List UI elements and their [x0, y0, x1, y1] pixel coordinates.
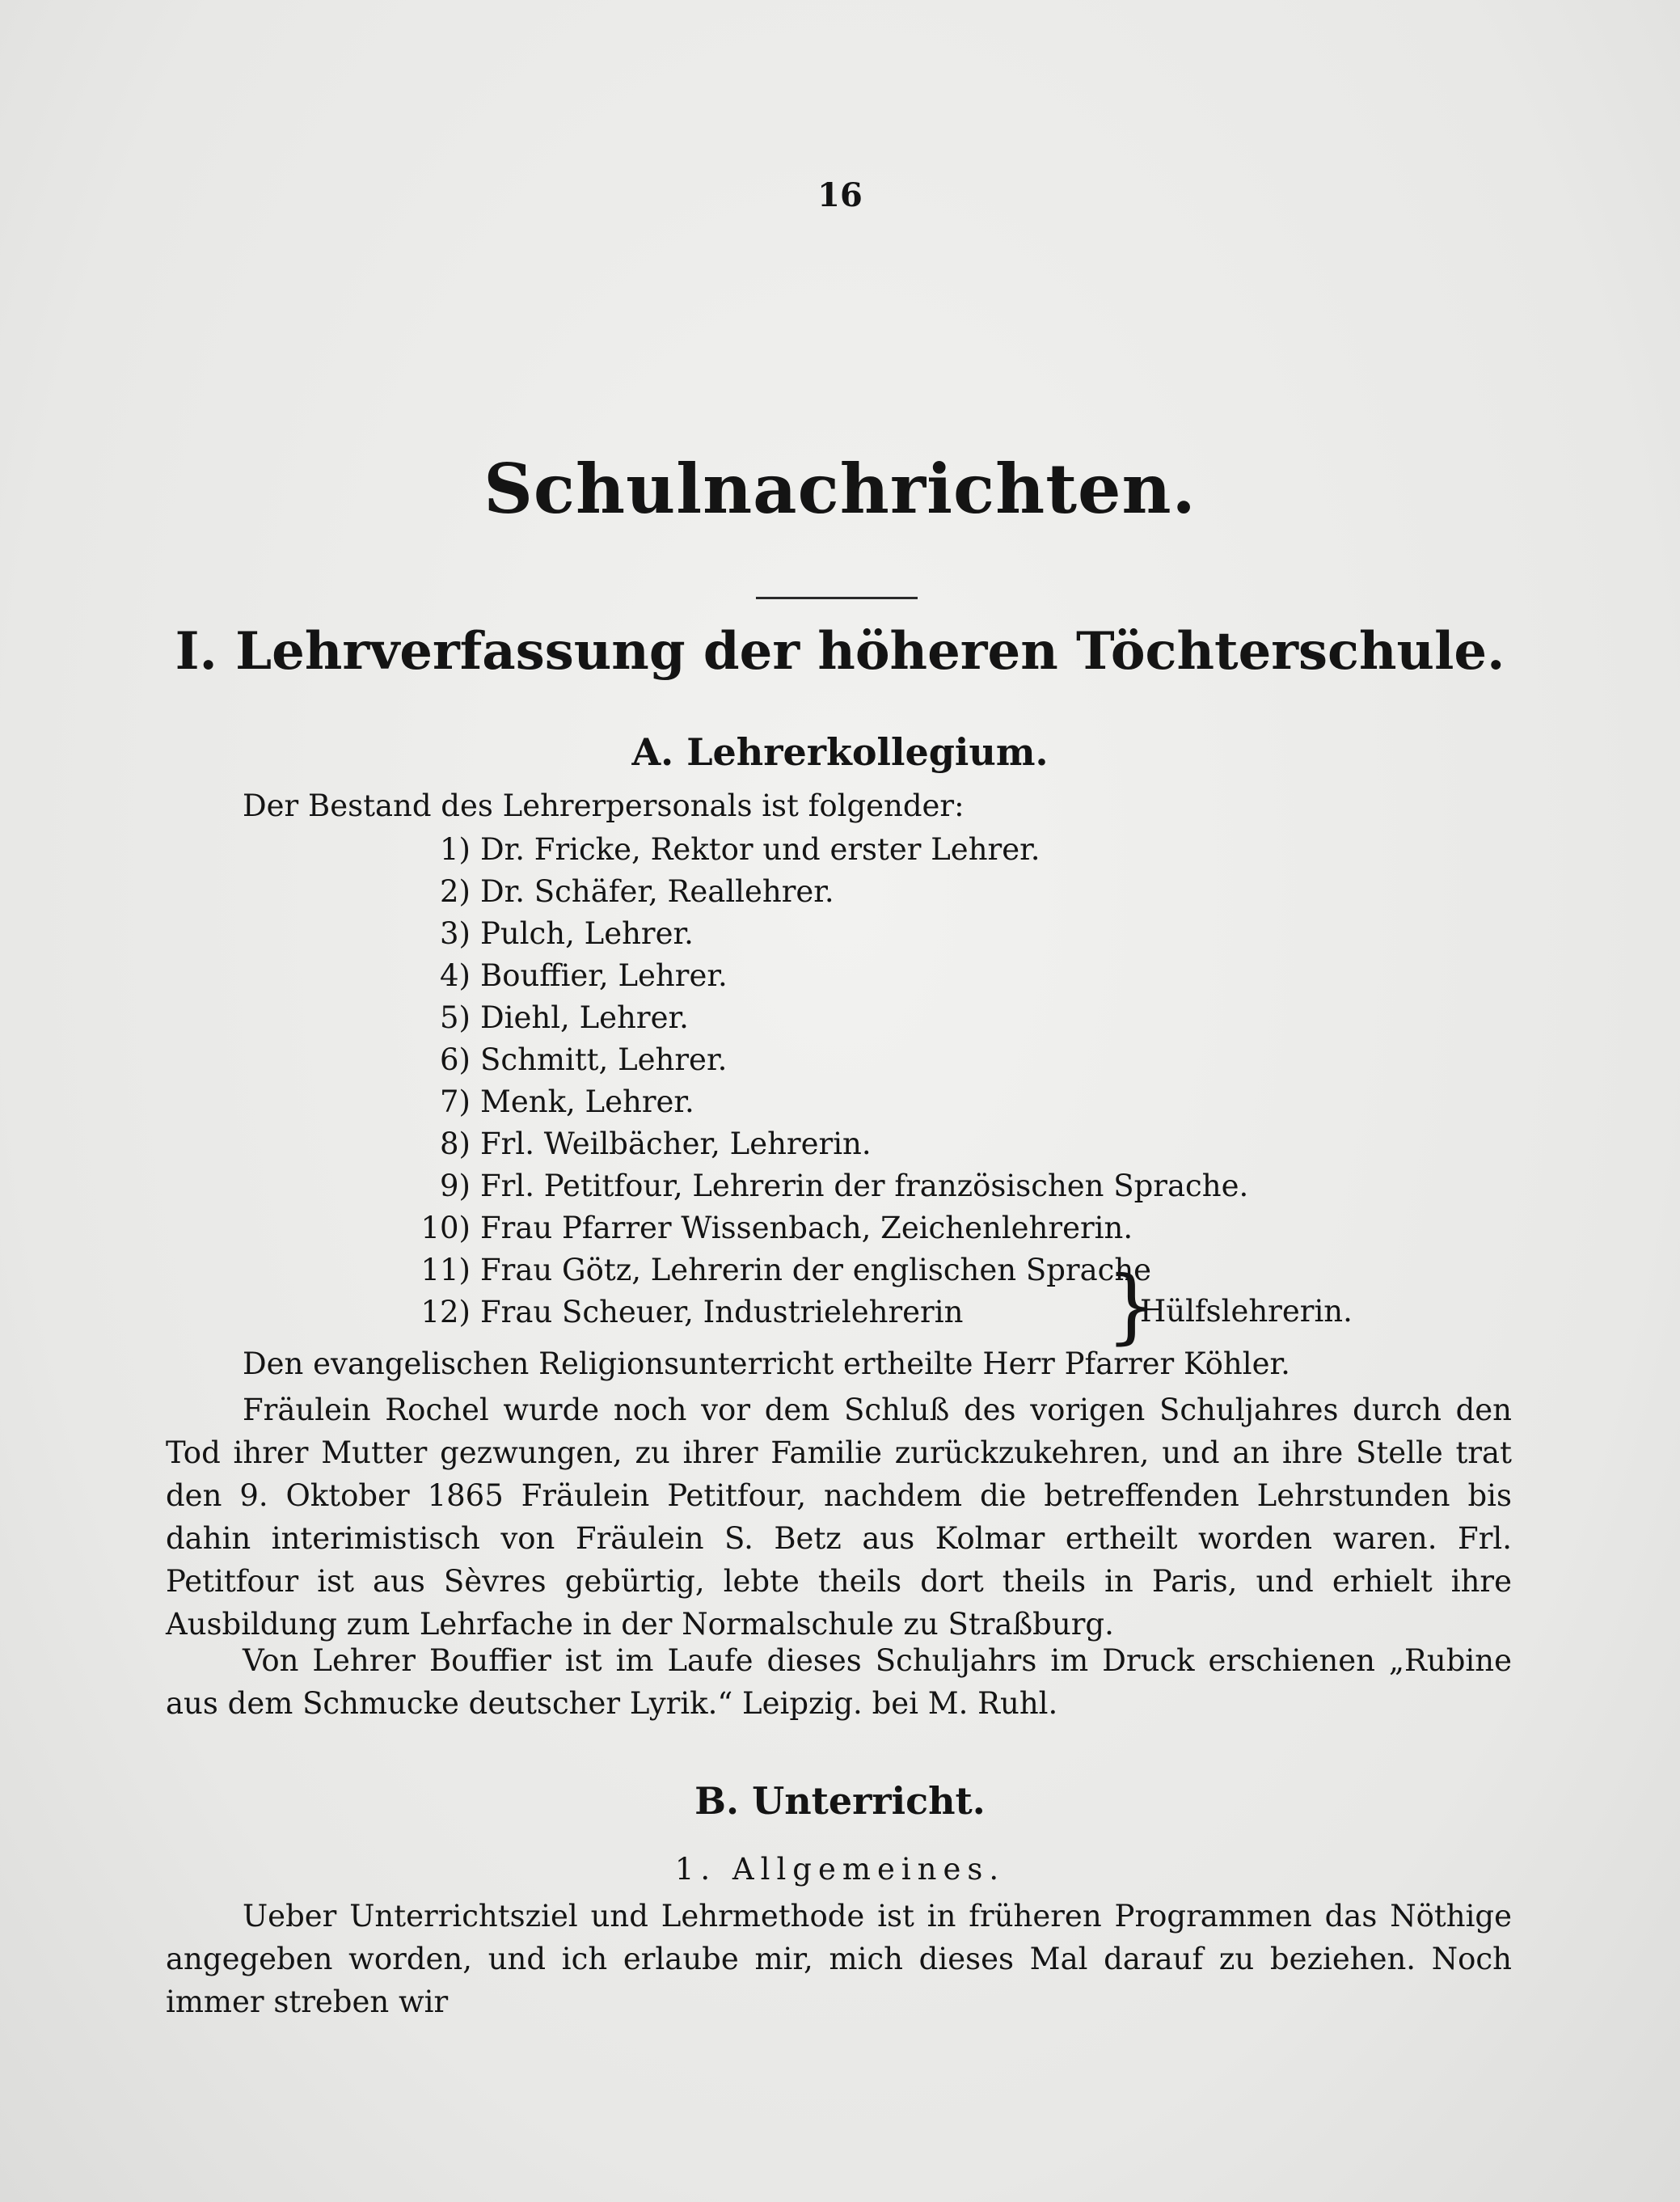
list-item: 8) Frl. Weilbächer, Lehrerin.	[440, 1126, 872, 1161]
title-divider	[756, 597, 918, 599]
list-item: 10) Frau Pfarrer Wissenbach, Zeichenlehrerin.	[420, 1211, 1133, 1245]
list-item: 11) Frau Götz, Lehrerin der englischen Sprache	[420, 1253, 1152, 1287]
subsection-heading-a: A. Lehrerkollegium.	[631, 730, 1049, 774]
page-number: 16	[817, 176, 863, 214]
list-item: 9) Frl. Petitfour, Lehrerin der französischen Sprache.	[440, 1169, 1249, 1203]
brace-label: Hülfslehrerin.	[1140, 1294, 1353, 1329]
list-item: 6) Schmitt, Lehrer.	[440, 1042, 728, 1077]
paragraph: Von Lehrer Bouffier ist im Laufe dieses Schuljahrs im Druck erschienen „Rubine aus dem Schmucke deutscher Lyrik.“ Leipzig. bei M. Ruhl.	[166, 1643, 1512, 1721]
staff-intro: Der Bestand des Lehrerpersonals ist folgender:	[243, 788, 965, 823]
paragraph: Ueber Unterrichtsziel und Lehrmethode ist in früheren Programmen das Nöthige angegeben worden, und ich erlaube mir, mich dieses Mal darauf zu beziehen. Noch immer streben wir	[166, 1899, 1512, 2019]
subsection-heading-b1: 1. Allgemeines.	[674, 1852, 1006, 1887]
list-item: 2) Dr. Schäfer, Reallehrer.	[440, 874, 834, 909]
section-heading: I. Lehrverfassung der höheren Töchterschule.	[175, 621, 1505, 682]
list-item: 5) Diehl, Lehrer.	[440, 1000, 689, 1035]
paragraph: Fräulein Rochel wurde noch vor dem Schluß des vorigen Schuljahres durch den Tod ihrer Mutter gezwungen, zu ihrer Familie zurückzukehren, und an ihre Stelle trat den 9. Oktober 1865 Fräulein Petitfour, nachdem die betreffenden Lehrstunden bis dahin interimistisch von Fräulein S. Betz aus Kolmar ertheilt worden waren. Frl. Petitfour ist aus Sèvres gebürtig, lebte theils dort theils in Paris, und erhielt ihre Ausbildung zum Lehrfache in der Normalschule zu Straßburg.	[166, 1393, 1512, 1642]
list-item: 4) Bouffier, Lehrer.	[440, 958, 728, 993]
curly-brace-icon: }	[1106, 1258, 1158, 1353]
list-item: 12) Frau Scheuer, Industrielehrerin	[420, 1295, 964, 1329]
list-item: 3) Pulch, Lehrer.	[440, 916, 694, 951]
subsection-heading-b: B. Unterricht.	[694, 1779, 986, 1823]
page-title: Schulnachrichten.	[483, 449, 1197, 529]
religion-line: Den evangelischen Religionsunterricht ertheilte Herr Pfarrer Köhler.	[243, 1346, 1290, 1381]
list-item: 1) Dr. Fricke, Rektor und erster Lehrer.	[440, 832, 1041, 867]
list-item: 7) Menk, Lehrer.	[440, 1084, 694, 1119]
